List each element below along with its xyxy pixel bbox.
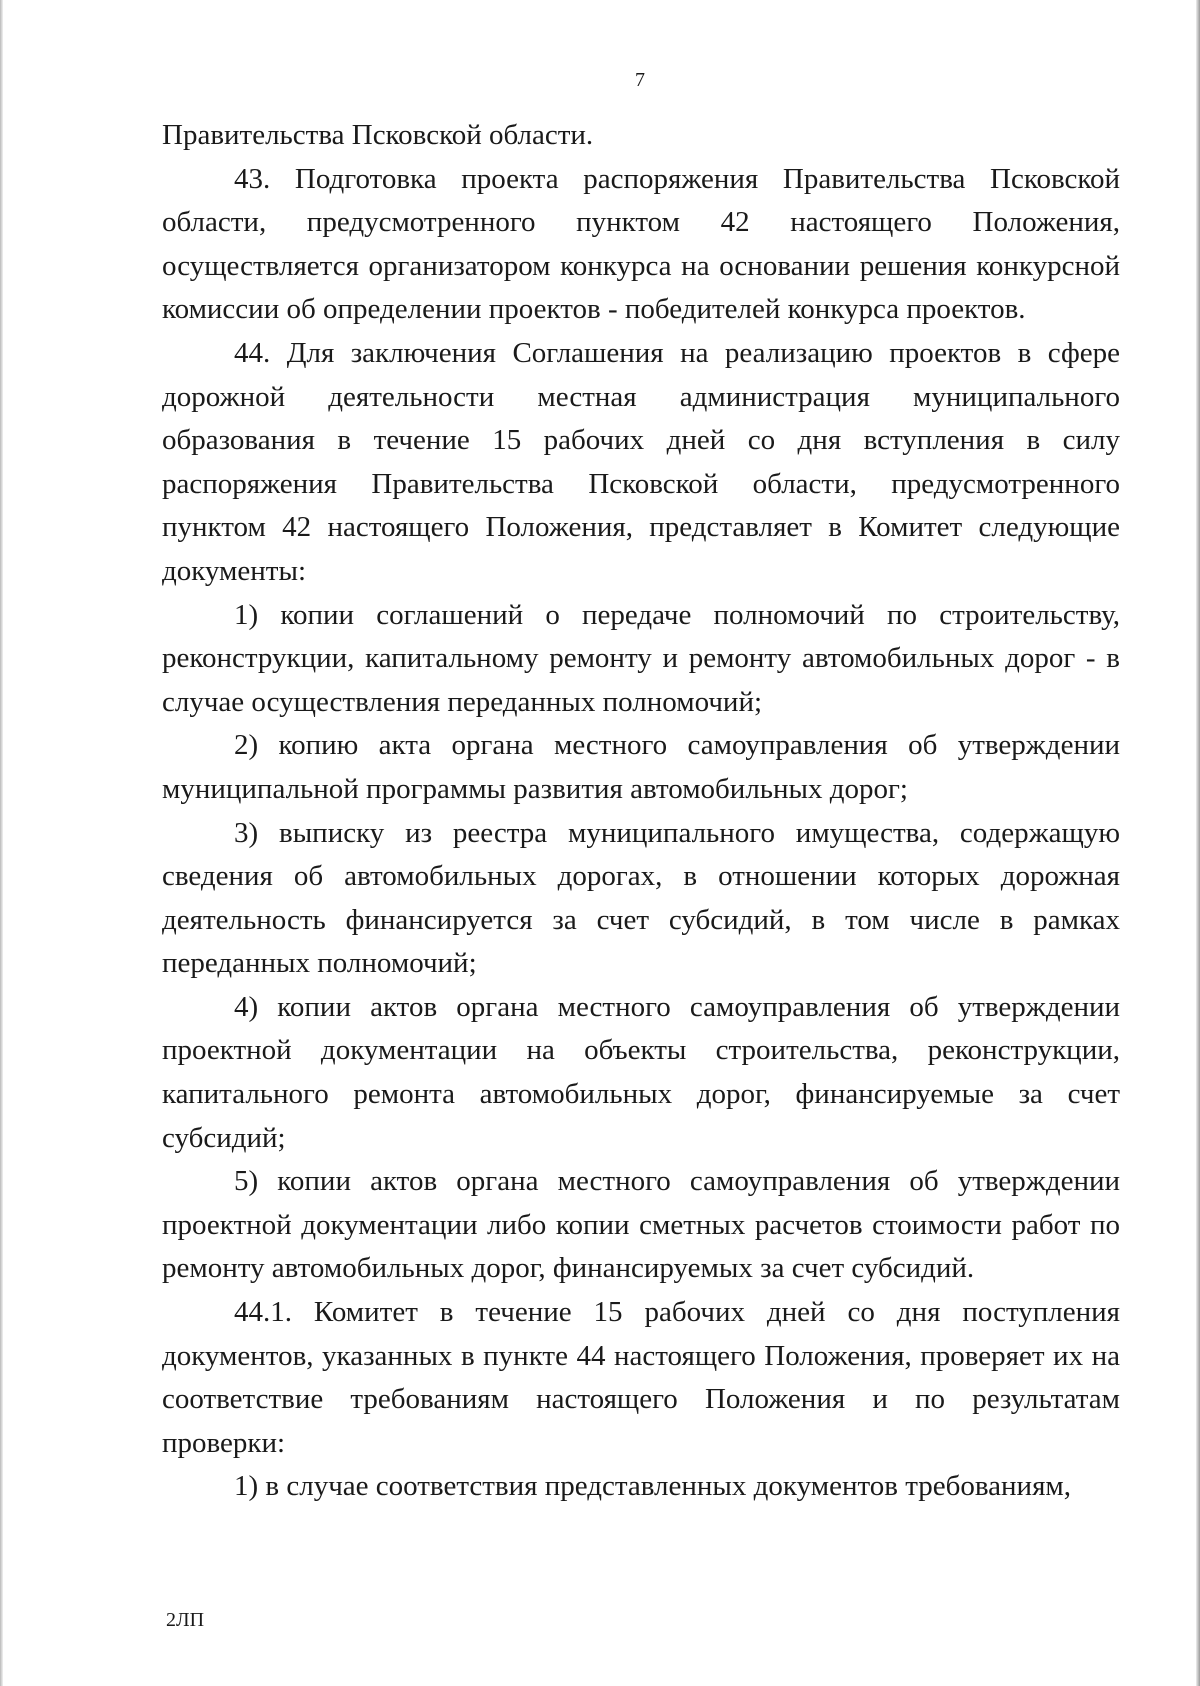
- paragraph-item-43: 43. Подготовка проекта распоряжения Правительства Псковской области, предусмотренного пунктом 42 настоящего Положения, осуществляется организатором конкурса на основании решения конкурсной комиссии об определении проектов - победителей конкурса проектов.: [162, 162, 1120, 326]
- list-item-4: 4) копии актов органа местного самоуправления об утверждении проектной документации на объекты строительства, реконструкции, капитального ремонта автомобильных дорог, финансируемые за счет субсидий;: [162, 990, 1120, 1154]
- paragraph-item-44-1: 44.1. Комитет в течение 15 рабочих дней со дня поступления документов, указанных в пункте 44 настоящего Положения, проверяет их на соответствие требованиям настоящего Положения и по результатам проверки:: [162, 1296, 1120, 1459]
- list-item-3: 3) выписку из реестра муниципального имущества, содержащую сведения об автомобильных дорогах, в отношении которых дорожная деятельность финансируется за счет субсидий, в том числе в рамках переданных полномочий;: [162, 816, 1120, 980]
- list-item-2: 2) копию акта органа местного самоуправления об утверждении муниципальной программы развития автомобильных дорог;: [162, 729, 1120, 805]
- list-item-5: 5) копии актов органа местного самоуправления об утверждении проектной документации либо копии сметных расчетов стоимости работ по ремонту автомобильных дорог, финансируемых за счет субсидий.: [162, 1165, 1120, 1285]
- footer-document-code: 2ЛП: [166, 1609, 205, 1631]
- list-item-1: 1) копии соглашений о передаче полномочий по строительству, реконструкции, капитальному ремонту и ремонту автомобильных дорог - в случае осуществления переданных полномочий;: [162, 598, 1120, 718]
- paragraph-item-44: 44. Для заключения Соглашения на реализацию проектов в сфере дорожной деятельности местная администрация муниципального образования в течение 15 рабочих дней со дня вступления в силу распоряжения Правительства Псковской области, предусмотренного пунктом 42 настоящего Положения, представляет в Комитет следующие документы:: [162, 336, 1120, 587]
- paragraph-continuation: Правительства Псковской области.: [162, 119, 594, 151]
- page-number: 7: [635, 69, 645, 91]
- scan-edge-right: [1196, 0, 1200, 1686]
- list-item-1-partial: 1) в случае соответствия представленных документов требованиям,: [234, 1470, 1072, 1503]
- scan-edge-left: [0, 0, 3, 1686]
- document-body: [162, 114, 1120, 1509]
